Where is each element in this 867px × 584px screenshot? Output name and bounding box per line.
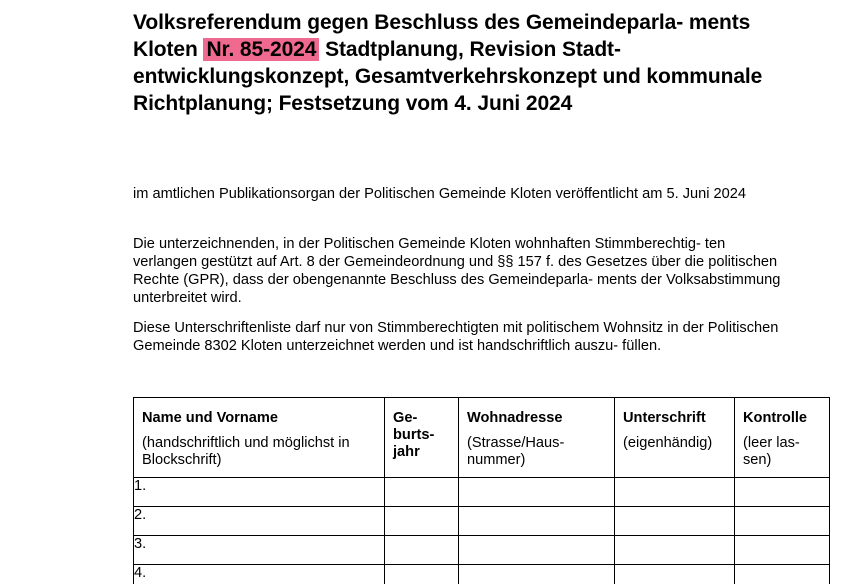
- row-number: 4.: [134, 565, 385, 584]
- table-row: [134, 507, 830, 536]
- row-number: 2.: [134, 507, 385, 536]
- header-name-title: Name und Vorname: [142, 410, 278, 426]
- header-address: [459, 398, 615, 478]
- header-signature-note: (eigenhändig): [623, 435, 713, 451]
- table-row: [134, 536, 830, 565]
- birth-year-cell[interactable]: [385, 565, 459, 584]
- title-text-start: Volksreferendum gegen Beschluss des Gemeindeparla- ments Kloten: [133, 11, 751, 61]
- signature-table-header-row: [134, 398, 830, 478]
- row-number: 1.: [134, 478, 385, 507]
- header-birth-year-title: Ge- burts- jahr: [393, 410, 435, 460]
- signature-cell[interactable]: [615, 536, 735, 565]
- publication-note: im amtlichen Publikationsorgan der Politischen Gemeinde Kloten veröffentlicht am 5. Juni 2024: [133, 186, 747, 202]
- birth-year-cell[interactable]: [385, 507, 459, 536]
- control-cell: [735, 507, 830, 536]
- row-number: 3.: [134, 536, 385, 565]
- header-signature-title: Unterschrift: [623, 410, 706, 426]
- header-control-title: Kontrolle: [743, 410, 808, 426]
- birth-year-cell[interactable]: [385, 478, 459, 507]
- signature-cell[interactable]: [615, 565, 735, 584]
- eligibility-note: Diese Unterschriftenliste darf nur von Stimmberechtigten mit politischem Wohnsitz in der Politischen Gemeinde 8302 Kloten unterzeichnet werden und ist handschriftlich auszu- füllen.: [133, 320, 779, 354]
- referendum-request-text: Die unterzeichnenden, in der Politischen Gemeinde Kloten wohnhaften Stimmberechtig- ten verlangen gestützt auf Art. 8 der Gemeindeordnung und §§ 157 f. des Gesetzes über die politischen Rechte (GPR), dass der obengenannte Beschluss des Gemeindeparla- ments der Volksabstimmung unterbreitet wird.: [133, 236, 781, 306]
- signature-cell[interactable]: [615, 478, 735, 507]
- document-title: [133, 9, 793, 117]
- address-cell[interactable]: [459, 536, 615, 565]
- control-cell: [735, 565, 830, 584]
- address-cell[interactable]: [459, 507, 615, 536]
- header-birth-year: [385, 398, 459, 478]
- table-row: [134, 478, 830, 507]
- header-name-note: (handschriftlich und möglichst in Blockschrift): [142, 435, 350, 468]
- birth-year-cell[interactable]: [385, 536, 459, 565]
- header-signature: [615, 398, 735, 478]
- header-control: [735, 398, 830, 478]
- header-address-note: (Strasse/Haus- nummer): [467, 435, 565, 468]
- control-cell: [735, 536, 830, 565]
- control-cell: [735, 478, 830, 507]
- header-address-title: Wohnadresse: [467, 410, 563, 426]
- title-text-end: Stadtplanung, Revision Stadt- entwicklungskonzept, Gesamtverkehrskonzept und kommunale Richtplanung; Festsetzung vom 4. Juni 2024: [133, 38, 763, 115]
- address-cell[interactable]: [459, 565, 615, 584]
- header-name: [134, 398, 385, 478]
- decision-number-highlight: Nr. 85-2024: [203, 38, 319, 61]
- table-row: [134, 565, 830, 584]
- signature-cell[interactable]: [615, 507, 735, 536]
- address-cell[interactable]: [459, 478, 615, 507]
- header-control-note: (leer las- sen): [743, 435, 800, 468]
- signature-table: [133, 397, 830, 584]
